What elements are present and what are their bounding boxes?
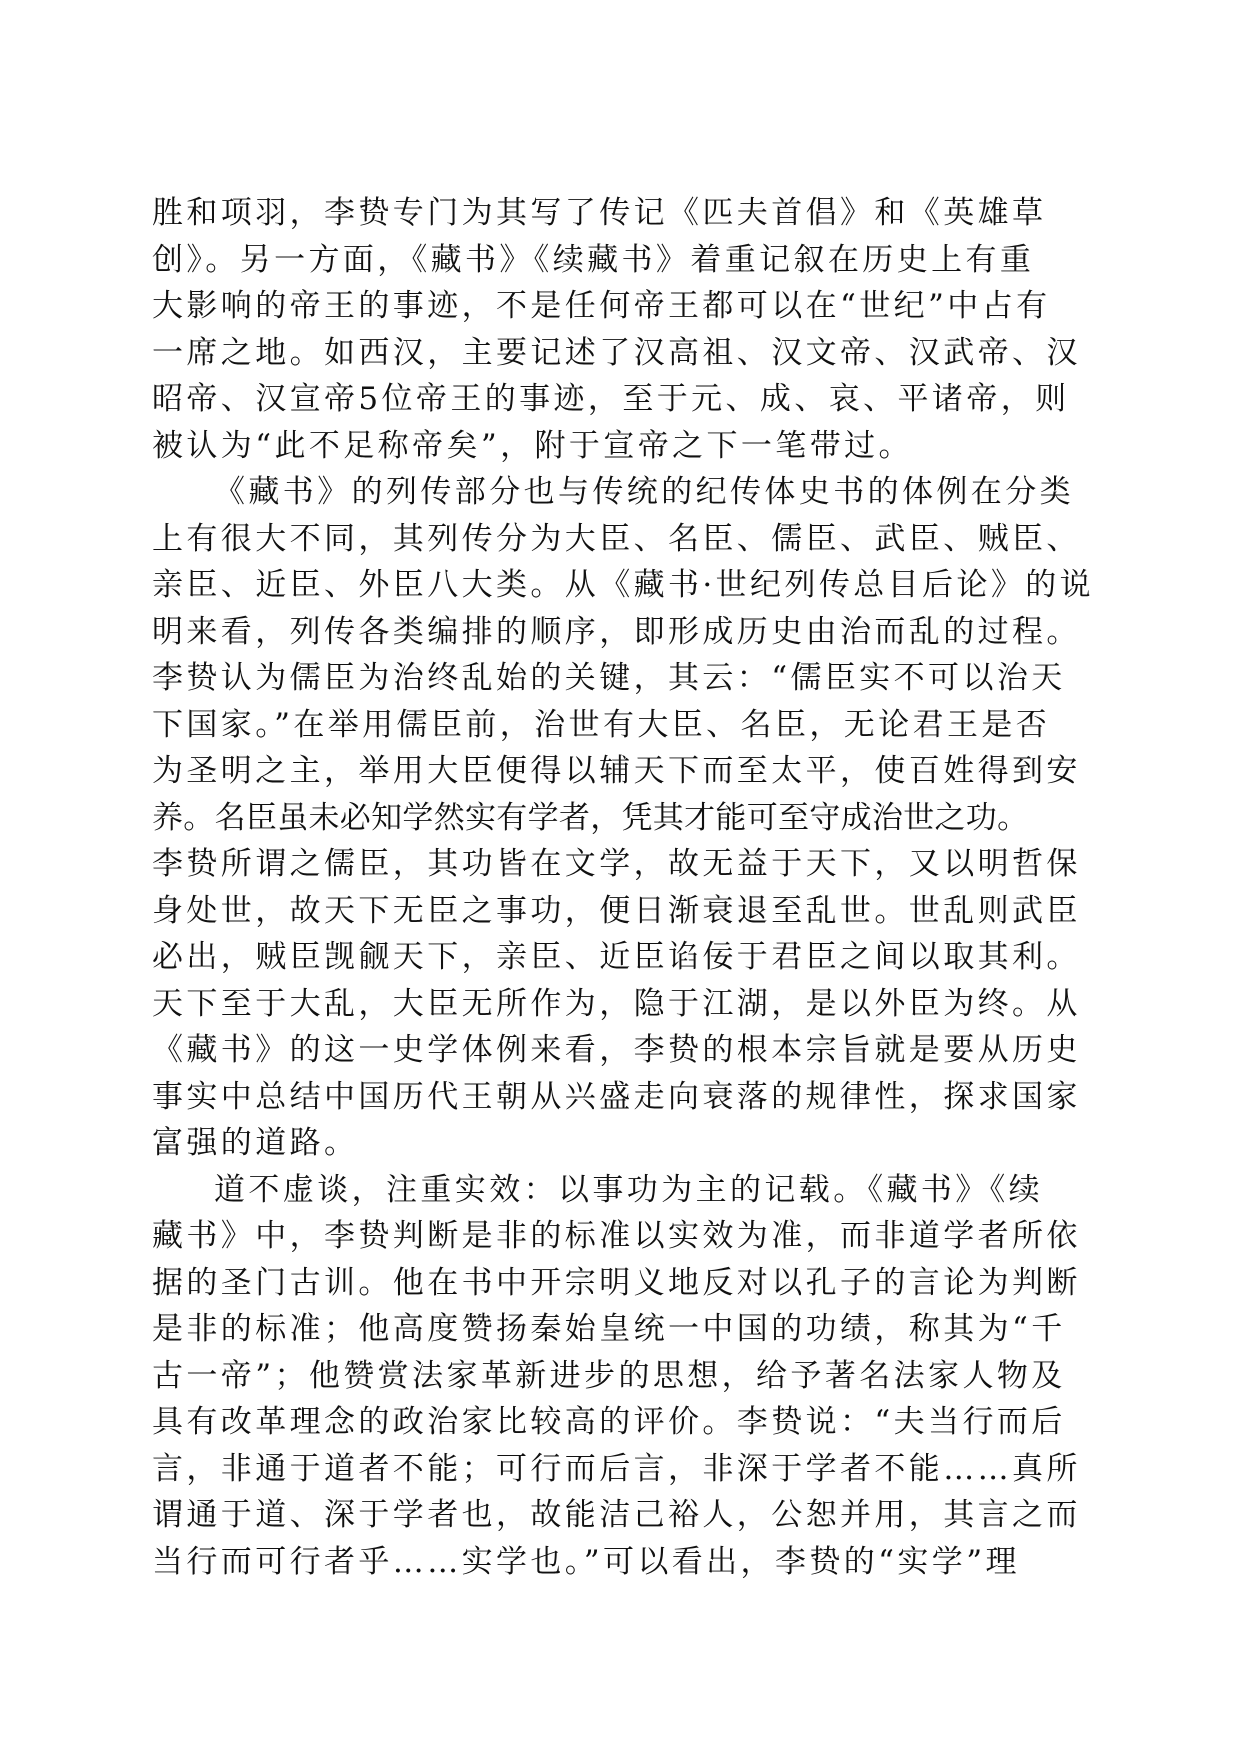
text-line: 被认为“此不足称帝矣”，附于宣帝之下一笔带过。 [152, 427, 913, 464]
text-line: 李贽所谓之儒臣，其功皆在文学，故无益于天下，又以明哲保 [152, 846, 1081, 882]
text-line: 言，非通于道者不能；可行而后言，非深于学者不能……真所 [152, 1450, 1081, 1487]
text-line: 李贽认为儒臣为治终乱始的关键，其云：“儒臣实不可以治天 [152, 660, 1066, 696]
text-line: 《藏书》的这一史学体例来看，李贽的根本宗旨就是要从历史 [152, 1032, 1081, 1068]
text-line: 必出，贼臣觊觎天下，亲臣、近臣谄佞于君臣之间以取其利。 [152, 939, 1081, 975]
text-line: 大影响的帝王的事迹，不是任何帝王都可以在“世纪”中占有 [152, 288, 1051, 324]
text-line: 藏书》中，李贽判断是非的标准以实效为准，而非道学者所依 [152, 1218, 1081, 1254]
text-line: 据的圣门古训。他在书中开宗明义地反对以孔子的言论为判断 [152, 1264, 1081, 1301]
body-text [152, 190, 1095, 1585]
text-line: 亲臣、近臣、外臣八大类。从《藏书·世纪列传总目后论》的说 [152, 567, 1095, 603]
text-line: 创》。另一方面，《藏书》《续藏书》着重记叙在历史上有重 [152, 241, 1035, 278]
text-line: 天下至于大乱，大臣无所作为，隐于江湖，是以外臣为终。从 [152, 985, 1081, 1022]
text-line: 上有很大不同，其列传分为大臣、名臣、儒臣、武臣、贼臣、 [152, 520, 1081, 557]
text-line: 胜和项羽，李贽专门为其写了传记《匹夫首倡》和《英雄草 [152, 195, 1047, 231]
text-line: 一席之地。如西汉，主要记述了汉高祖、汉文帝、汉武帝、汉 [152, 334, 1081, 371]
text-line: 养。名臣虽未必知学然实有学者，凭其才能可至守成治世之功。 [152, 799, 1029, 836]
text-line: 古一帝”；他赞赏法家革新进步的思想，给予著名法家人物及 [152, 1357, 1066, 1394]
text-line: 富强的道路。 [152, 1125, 359, 1161]
text-line: 身处世，故天下无臣之事功，便日渐衰退至乱世。世乱则武臣 [152, 892, 1081, 929]
text-line: 下国家。”在举用儒臣前，治世有大臣、名臣，无论君王是否 [152, 706, 1051, 743]
text-line: 为圣明之主，举用大臣便得以辅天下而至太平，使百姓得到安 [152, 753, 1081, 789]
text-line: 谓通于道、深于学者也，故能洁己裕人，公恕并用，其言之而 [152, 1497, 1081, 1533]
text-line: 明来看，列传各类编排的顺序，即形成历史由治而乱的过程。 [152, 613, 1081, 650]
text-line: 具有改革理念的政治家比较高的评价。李贽说：“夫当行而后 [152, 1404, 1066, 1440]
text-line: 当行而可行者乎……实学也。”可以看出，李贽的“实学”理 [152, 1543, 1020, 1580]
text-line: 昭帝、汉宣帝5位帝王的事迹，至于元、成、哀、平诸帝，则 [152, 381, 1070, 417]
text-line: 《藏书》的列传部分也与传统的纪传体史书的体例在分类 [214, 474, 1074, 510]
text-line: 事实中总结中国历代王朝从兴盛走向衰落的规律性，探求国家 [152, 1078, 1081, 1115]
text-line: 道不虚谈，注重实效：以事功为主的记载。《藏书》《续 [214, 1171, 1043, 1208]
text-line: 是非的标准；他高度赞扬秦始皇统一中国的功绩，称其为“千 [152, 1311, 1066, 1347]
